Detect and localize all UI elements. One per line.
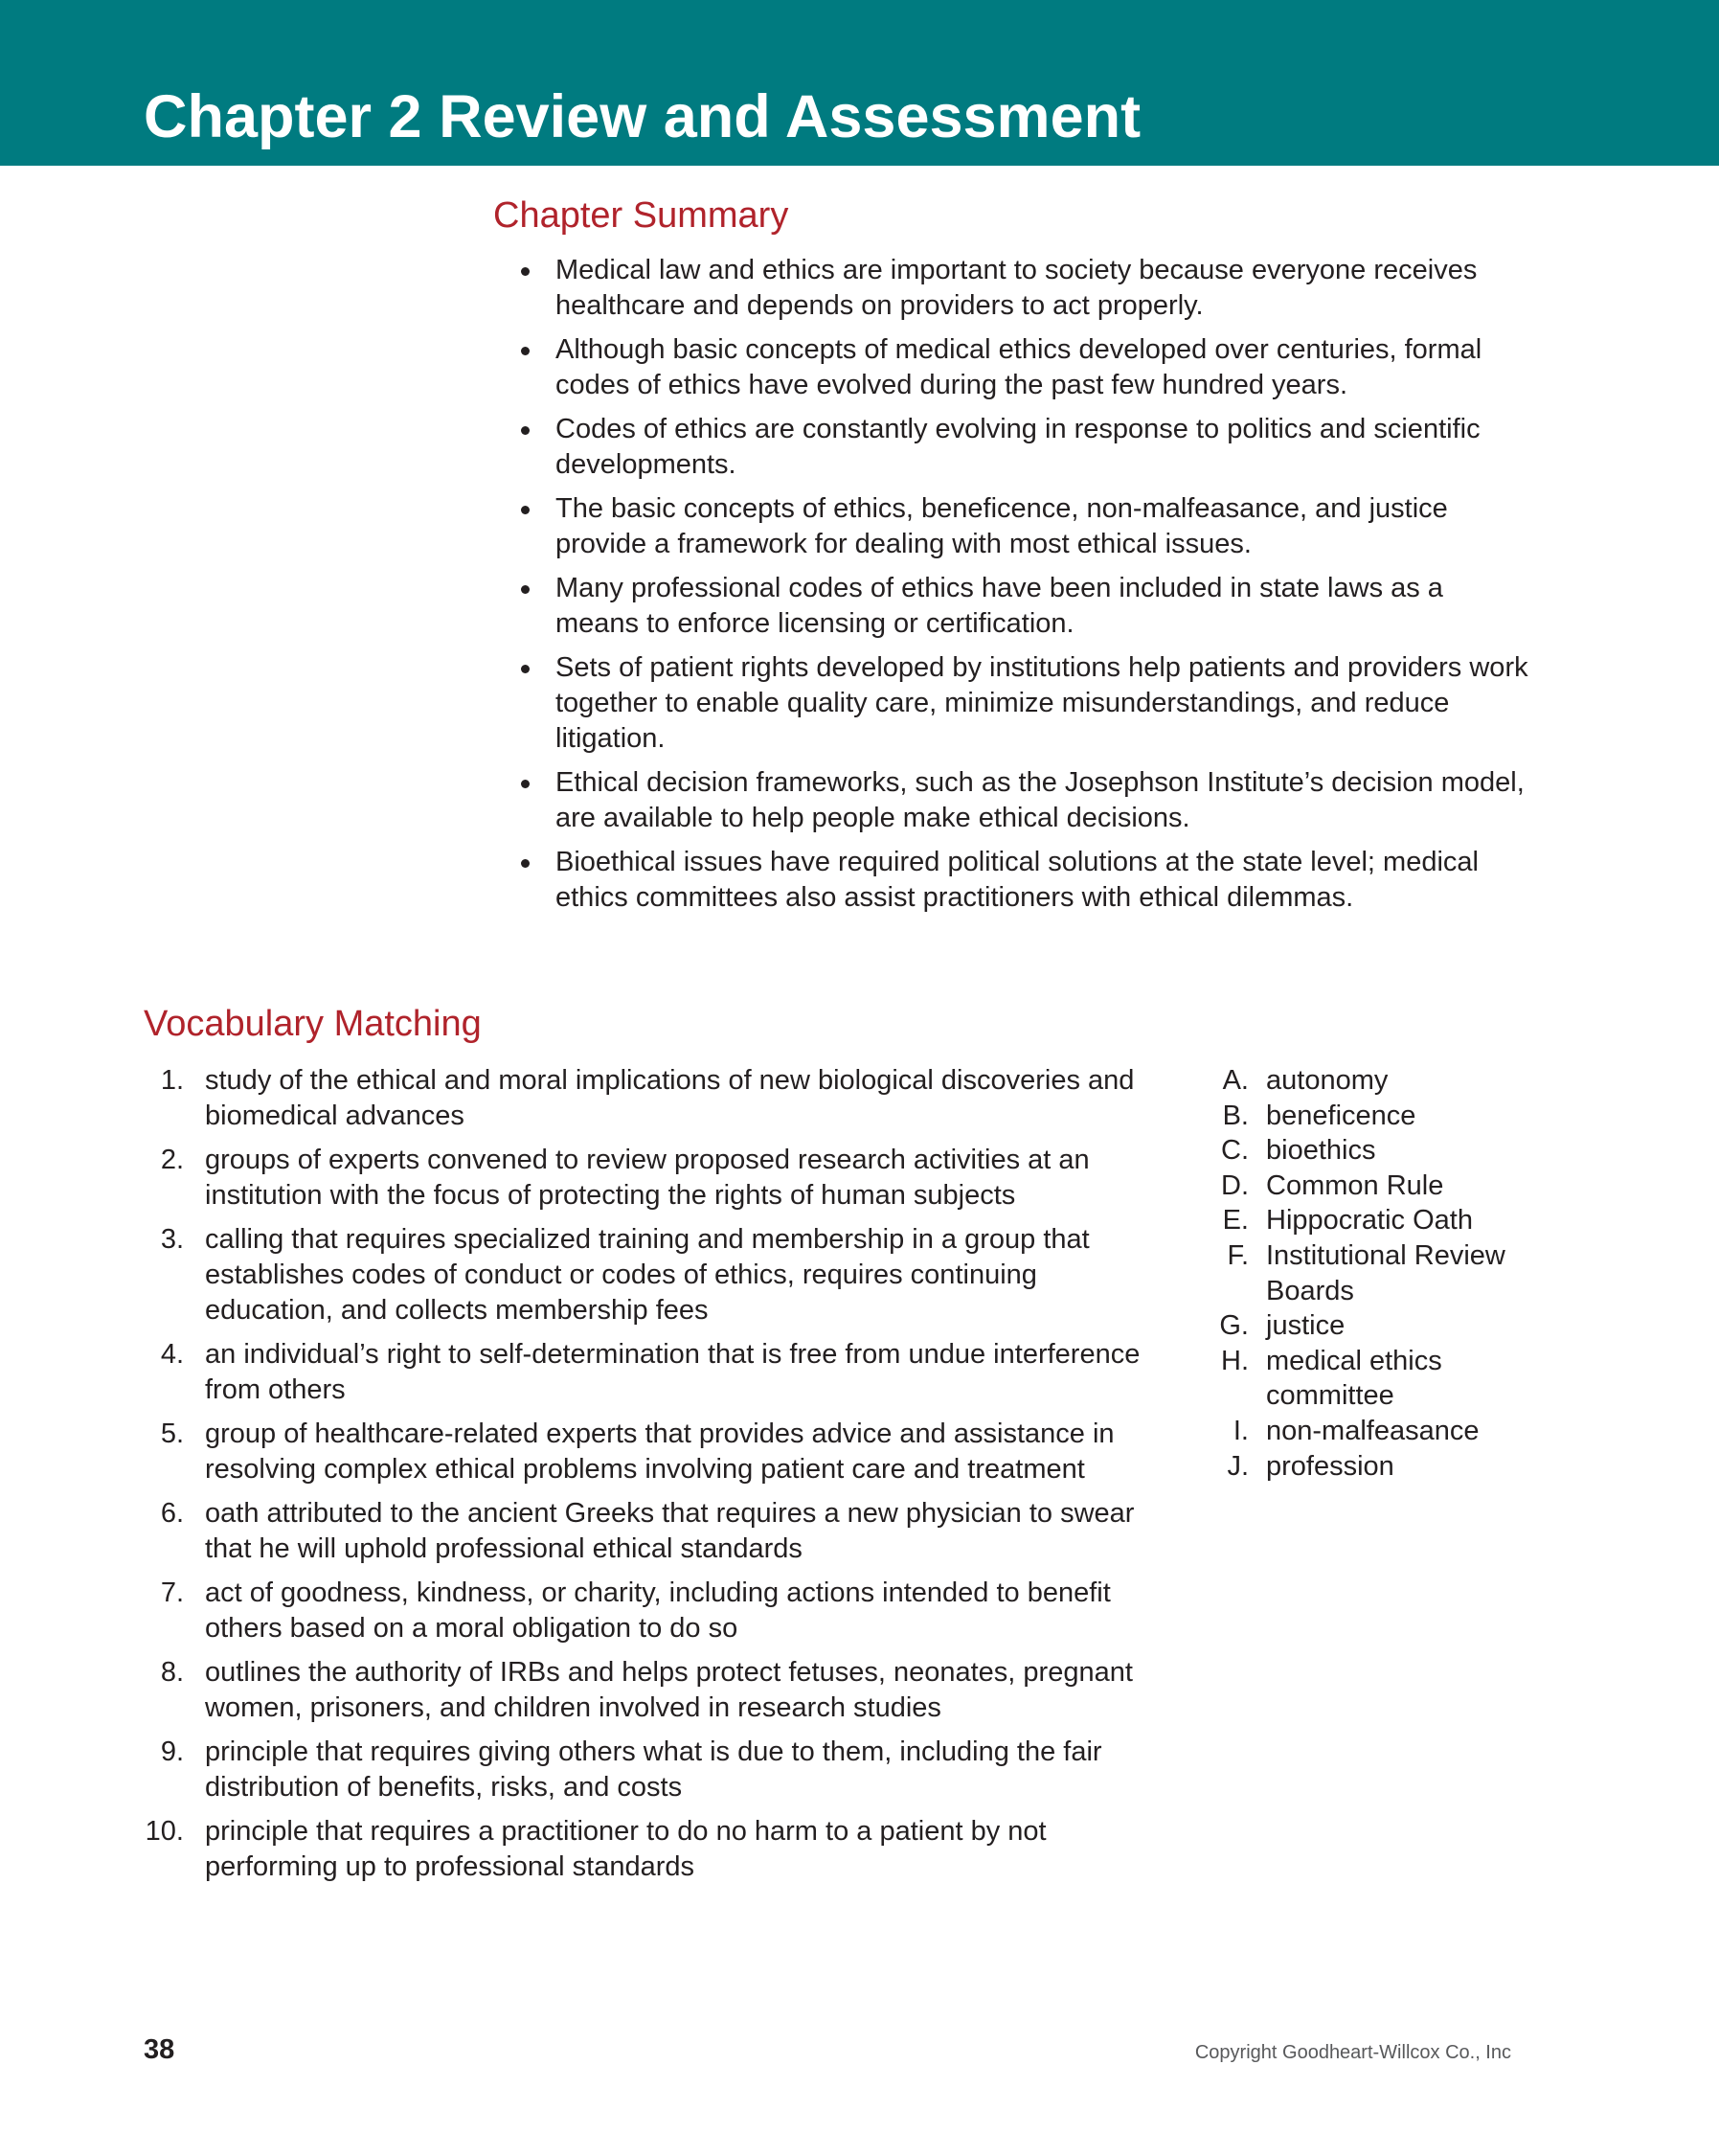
term-letter: C.	[1221, 1135, 1249, 1167]
term-letter: F.	[1227, 1239, 1249, 1271]
definition-item	[144, 1222, 1168, 1328]
definition-number: 5.	[160, 1418, 184, 1449]
summary-text: Although basic concepts of medical ethics developed over centuries, formal codes of ethics have evolved during the past few hundred years.	[555, 334, 1482, 400]
term-text: non-malfeasance	[1266, 1415, 1480, 1446]
term-item	[1216, 1308, 1561, 1344]
bullet-icon	[521, 780, 530, 788]
definition-number: 7.	[160, 1577, 184, 1608]
term-text: Hippocratic Oath	[1266, 1205, 1473, 1237]
definition-number: 1.	[160, 1065, 184, 1096]
term-letter: G.	[1219, 1310, 1249, 1342]
term-text: medical ethics committee	[1266, 1345, 1442, 1412]
term-letter: I.	[1233, 1415, 1249, 1446]
definition-number: 8.	[160, 1657, 184, 1688]
summary-text: Sets of patient rights developed by institutions help patients and providers work together to enable quality care, minimize misunderstandings, and reduce litigation.	[555, 652, 1528, 754]
definition-text: outlines the authority of IRBs and helps protect fetuses, neonates, pregnant women, prisoners, and children involved in research studies	[205, 1657, 1133, 1723]
summary-item	[517, 253, 1532, 324]
summary-item	[517, 332, 1532, 403]
bullet-icon	[521, 506, 530, 514]
term-text: autonomy	[1266, 1065, 1389, 1096]
vocabulary-definitions-list	[144, 1063, 1168, 1894]
definition-item	[144, 1143, 1168, 1214]
definition-number: 4.	[160, 1339, 184, 1370]
bullet-icon	[521, 347, 530, 355]
summary-item	[517, 845, 1532, 916]
chapter-summary-heading: Chapter Summary	[493, 195, 789, 236]
summary-list	[517, 253, 1532, 924]
term-letter: E.	[1222, 1205, 1249, 1237]
term-letter: B.	[1222, 1100, 1249, 1131]
definition-text: principle that requires giving others what is due to them, including the fair distribution of benefits, risks, and costs	[205, 1736, 1102, 1803]
definition-text: oath attributed to the ancient Greeks that requires a new physician to swear that he will uphold professional ethical standards	[205, 1498, 1135, 1564]
summary-text: Medical law and ethics are important to society because everyone receives healthcare and depends on providers to act properly.	[555, 255, 1478, 321]
definition-number: 6.	[160, 1498, 184, 1529]
definition-text: groups of experts convened to review proposed research activities at an institution with the focus of protecting the rights of human subjects	[205, 1145, 1090, 1211]
term-text: Common Rule	[1266, 1169, 1444, 1201]
term-item	[1216, 1449, 1561, 1485]
bullet-icon	[521, 267, 530, 276]
bullet-icon	[521, 426, 530, 435]
definition-item	[144, 1735, 1168, 1805]
definition-text: study of the ethical and moral implications of new biological discoveries and biomedical advances	[205, 1065, 1135, 1131]
definition-number: 2.	[160, 1145, 184, 1175]
summary-item	[517, 765, 1532, 836]
definition-item	[144, 1063, 1168, 1134]
copyright-notice: Copyright Goodheart-Willcox Co., Inc	[1194, 2042, 1511, 2063]
definition-text: act of goodness, kindness, or charity, including actions intended to benefit others based on a moral obligation to do so	[205, 1577, 1111, 1644]
term-item	[1216, 1344, 1561, 1414]
term-text: profession	[1266, 1450, 1394, 1482]
definition-item	[144, 1496, 1168, 1567]
summary-text: The basic concepts of ethics, beneficence, non-malfeasance, and justice provide a framework for dealing with most ethical issues.	[555, 493, 1448, 559]
definition-item	[144, 1337, 1168, 1408]
definition-text: principle that requires a practitioner to do no harm to a patient by not performing up to professional standards	[205, 1816, 1047, 1882]
term-item	[1216, 1099, 1561, 1134]
definition-item	[144, 1417, 1168, 1487]
definition-text: calling that requires specialized training and membership in a group that establishes codes of conduct or codes of ethics, requires continuing education, and collects membership fees	[205, 1224, 1090, 1326]
page-title: Chapter 2 Review and Assessment	[144, 83, 1142, 150]
summary-item	[517, 491, 1532, 562]
summary-text: Codes of ethics are constantly evolving in response to politics and scientific developments.	[555, 414, 1481, 480]
definition-number: 3.	[160, 1224, 184, 1255]
bullet-icon	[521, 585, 530, 594]
page-number: 38	[144, 2034, 175, 2065]
term-letter: H.	[1221, 1345, 1249, 1376]
definition-number: 9.	[160, 1736, 184, 1767]
summary-item	[517, 412, 1532, 483]
term-item	[1216, 1414, 1561, 1449]
term-letter: J.	[1227, 1450, 1249, 1482]
vocabulary-terms-list	[1216, 1063, 1561, 1484]
definition-item	[144, 1814, 1168, 1885]
term-item	[1216, 1063, 1561, 1099]
vocabulary-matching-heading: Vocabulary Matching	[144, 1004, 482, 1044]
term-item	[1216, 1133, 1561, 1169]
term-text: Institutional Review Boards	[1266, 1239, 1505, 1306]
definition-item	[144, 1655, 1168, 1726]
definition-number: 10.	[145, 1816, 184, 1847]
term-text: justice	[1266, 1310, 1346, 1342]
term-text: bioethics	[1266, 1135, 1376, 1167]
term-letter: D.	[1221, 1169, 1249, 1201]
definition-text: an individual’s right to self-determination that is free from undue interference from others	[205, 1339, 1141, 1405]
term-item	[1216, 1169, 1561, 1204]
definition-item	[144, 1576, 1168, 1646]
summary-item	[517, 650, 1532, 757]
term-item	[1216, 1238, 1561, 1308]
term-text: beneficence	[1266, 1100, 1416, 1131]
summary-text: Bioethical issues have required political solutions at the state level; medical ethics committees also assist practitioners with ethical dilemmas.	[555, 847, 1479, 913]
summary-text: Ethical decision frameworks, such as the Josephson Institute’s decision model, are available to help people make ethical decisions.	[555, 767, 1525, 833]
summary-item	[517, 571, 1532, 642]
definition-text: group of healthcare-related experts that provides advice and assistance in resolving complex ethical problems involving patient care and treatment	[205, 1418, 1115, 1485]
summary-text: Many professional codes of ethics have been included in state laws as a means to enforce licensing or certification.	[555, 573, 1443, 639]
bullet-icon	[521, 859, 530, 868]
term-item	[1216, 1203, 1561, 1238]
term-letter: A.	[1222, 1065, 1249, 1096]
bullet-icon	[521, 665, 530, 673]
